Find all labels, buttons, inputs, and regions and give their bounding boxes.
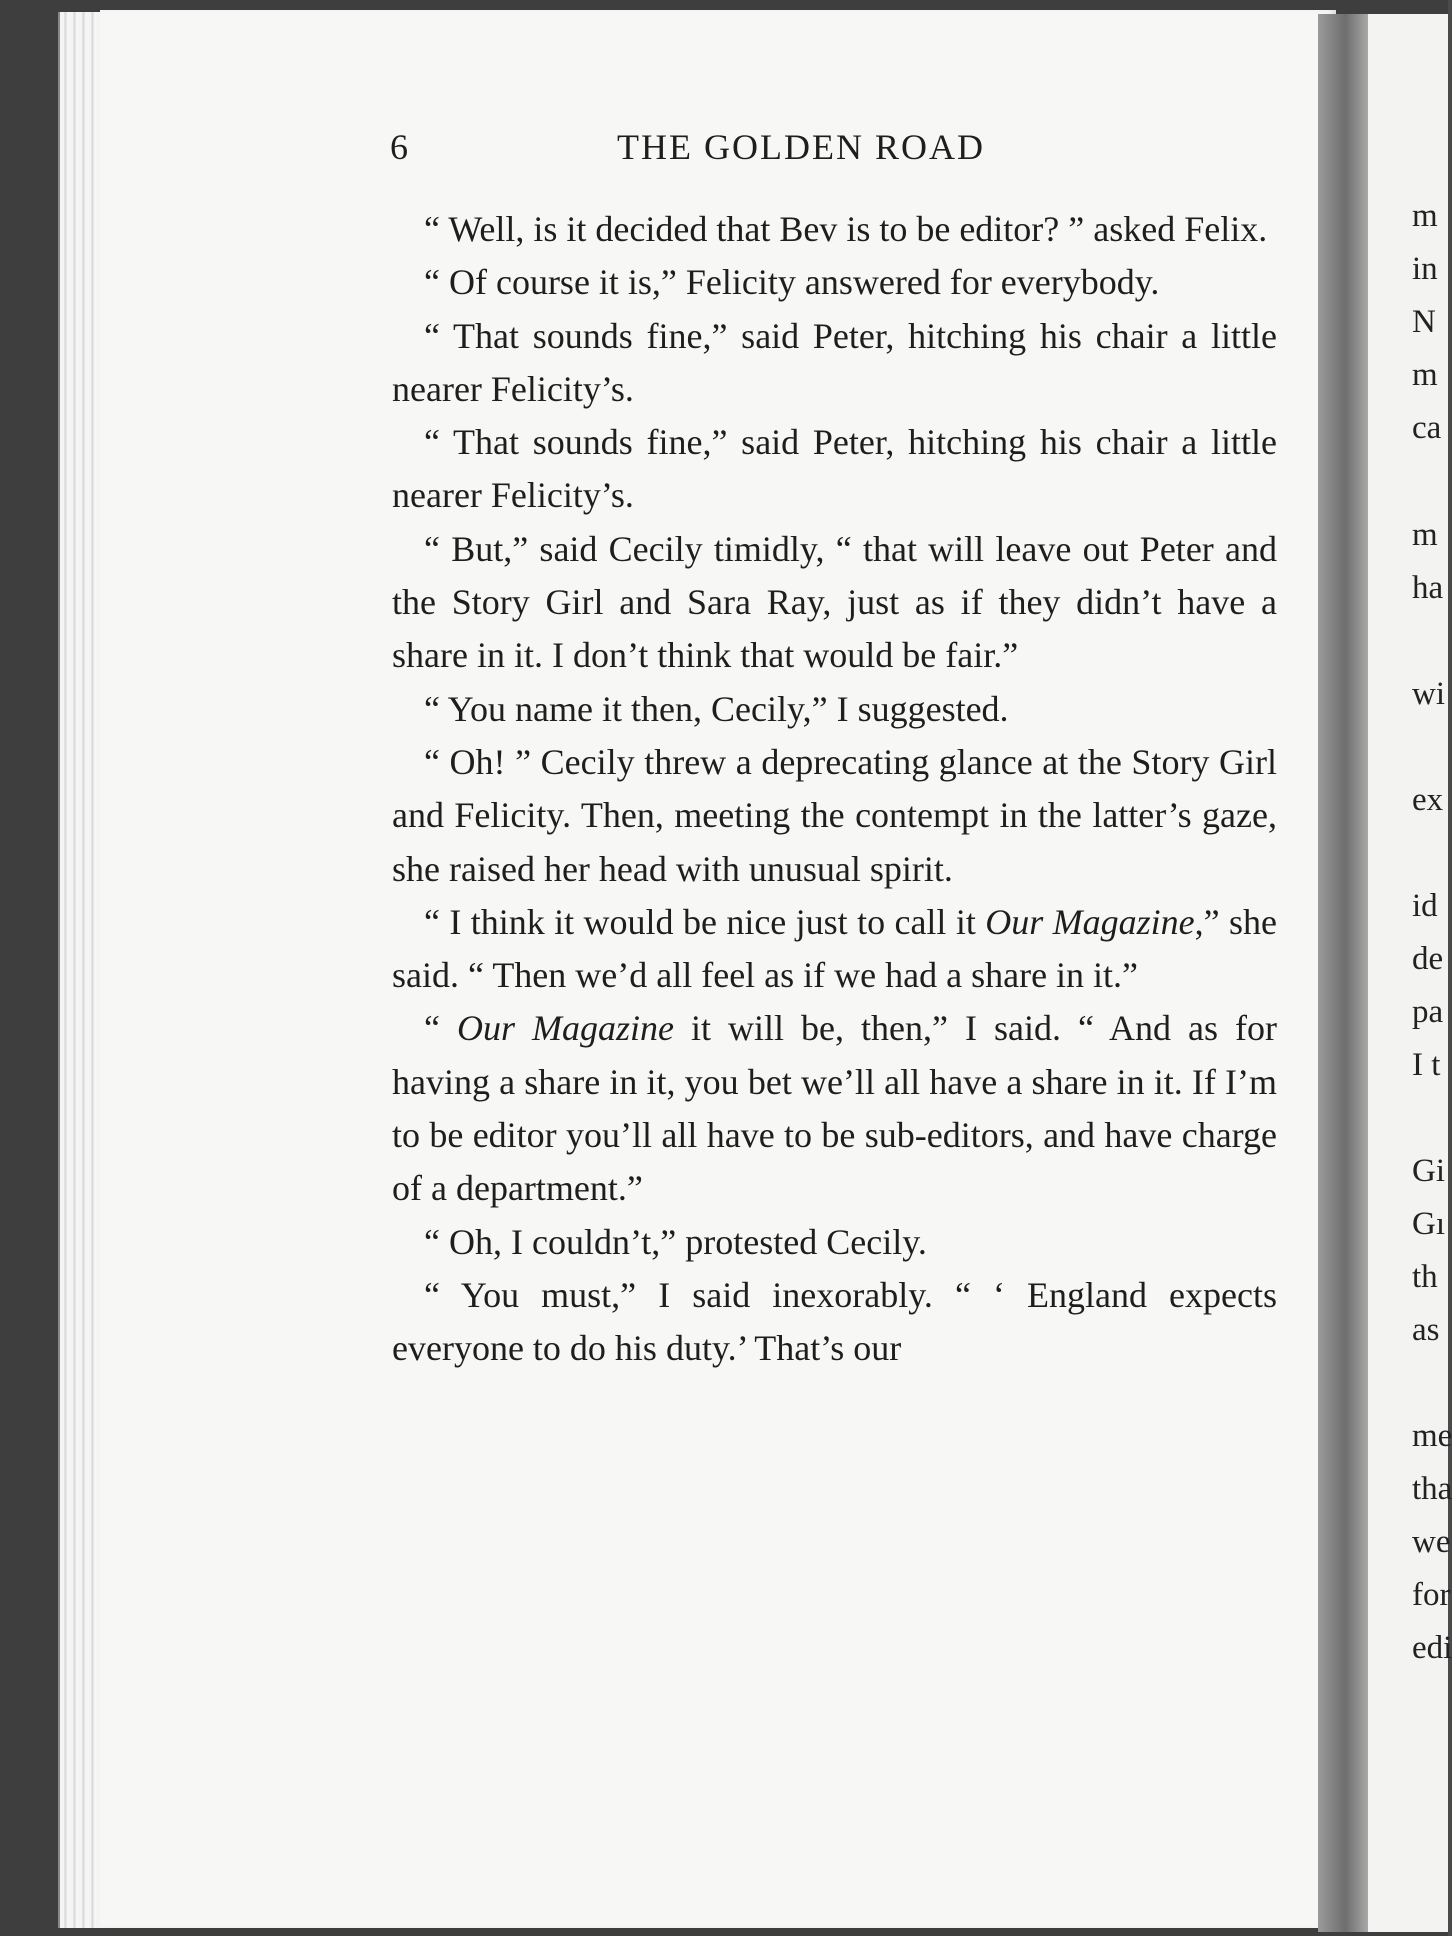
facing-page-fragment: th [1412,1259,1438,1295]
facing-page-fragment: m [1412,357,1438,393]
facing-page-fragment: me [1412,1418,1452,1454]
page-header [390,126,1275,172]
paragraph: “ That sounds fine,” said Peter, hitching his chair a little nearer Felicity’s. [392,315,1277,409]
paragraph: “ But,” said Cecily timidly, “ that will leave out Peter and the Story Girl and Sara Ray, just as if they didn’t have a share in it. I don’t think that would be fair.” [392,528,1277,676]
facing-page-fragment: ca [1412,410,1442,446]
italic-title: Our Magazine [985,901,1195,942]
book-gutter [1318,14,1368,1932]
running-title: THE GOLDEN ROAD [617,127,985,167]
facing-page-fragment: for [1412,1577,1451,1613]
facing-page-fragment: wi [1412,676,1445,712]
facing-page-fragment: de [1412,941,1444,977]
facing-page-fragment: id [1412,888,1438,924]
facing-page-fragment: m [1412,198,1438,234]
italic-title: Our Magazine [457,1008,674,1049]
body-text [392,203,1277,1376]
facing-page-fragment: ex [1412,782,1444,818]
facing-page-fragment: we [1412,1524,1451,1560]
paragraph: “ Of course it is,” Felicity answered for everybody. [424,262,1160,303]
paragraph: “ You name it then, Cecily,” I suggested. [424,688,1009,729]
paragraph: “ Oh, I couldn’t,” protested Cecily. [424,1221,927,1262]
facing-page-fragment: m [1412,517,1438,553]
facing-page-fragment: in [1412,251,1438,287]
facing-page-fragment: as [1412,1312,1440,1348]
facing-page-fragment: tha [1412,1471,1452,1507]
facing-page-fragment: edi [1412,1630,1452,1666]
paragraph: “ That sounds fine,” said Peter, hitching his chair a little nearer Felicity’s. [392,422,1277,516]
facing-page-fragment: Gı [1412,1206,1445,1242]
paragraph: “ Our Magazine it will be, then,” I said. “ And as for having a share in it, you bet we’ll all have a share in it. If I’m to be editor you’ll all have to be sub-editors, and have charge of a department.” [392,1008,1277,1209]
facing-page-fragment: Gi [1412,1153,1445,1189]
page-number: 6 [390,127,408,167]
paragraph: “ Well, is it decided that Bev is to be editor? ” asked Felix. [424,209,1268,249]
paragraph: “ Oh! ” Cecily threw a deprecating glance at the Story Girl and Felicity. Then, meeting the contempt in the latter’s gaze, she raised her head with unusual spirit. [392,741,1277,889]
facing-page-fragment: N [1412,304,1436,340]
facing-page-fragment: ha [1412,570,1444,606]
facing-page-fragment: I t [1412,1047,1441,1083]
paragraph: “ You must,” I said inexorably. “ ‘ England expects everyone to do his duty.’ That’s our [392,1274,1277,1369]
facing-page-fragment: pa [1412,994,1444,1030]
paragraph: “ I think it would be nice just to call it Our Magazine,” she said. “ Then we’d all feel as if we had a share in it.” [392,901,1277,996]
